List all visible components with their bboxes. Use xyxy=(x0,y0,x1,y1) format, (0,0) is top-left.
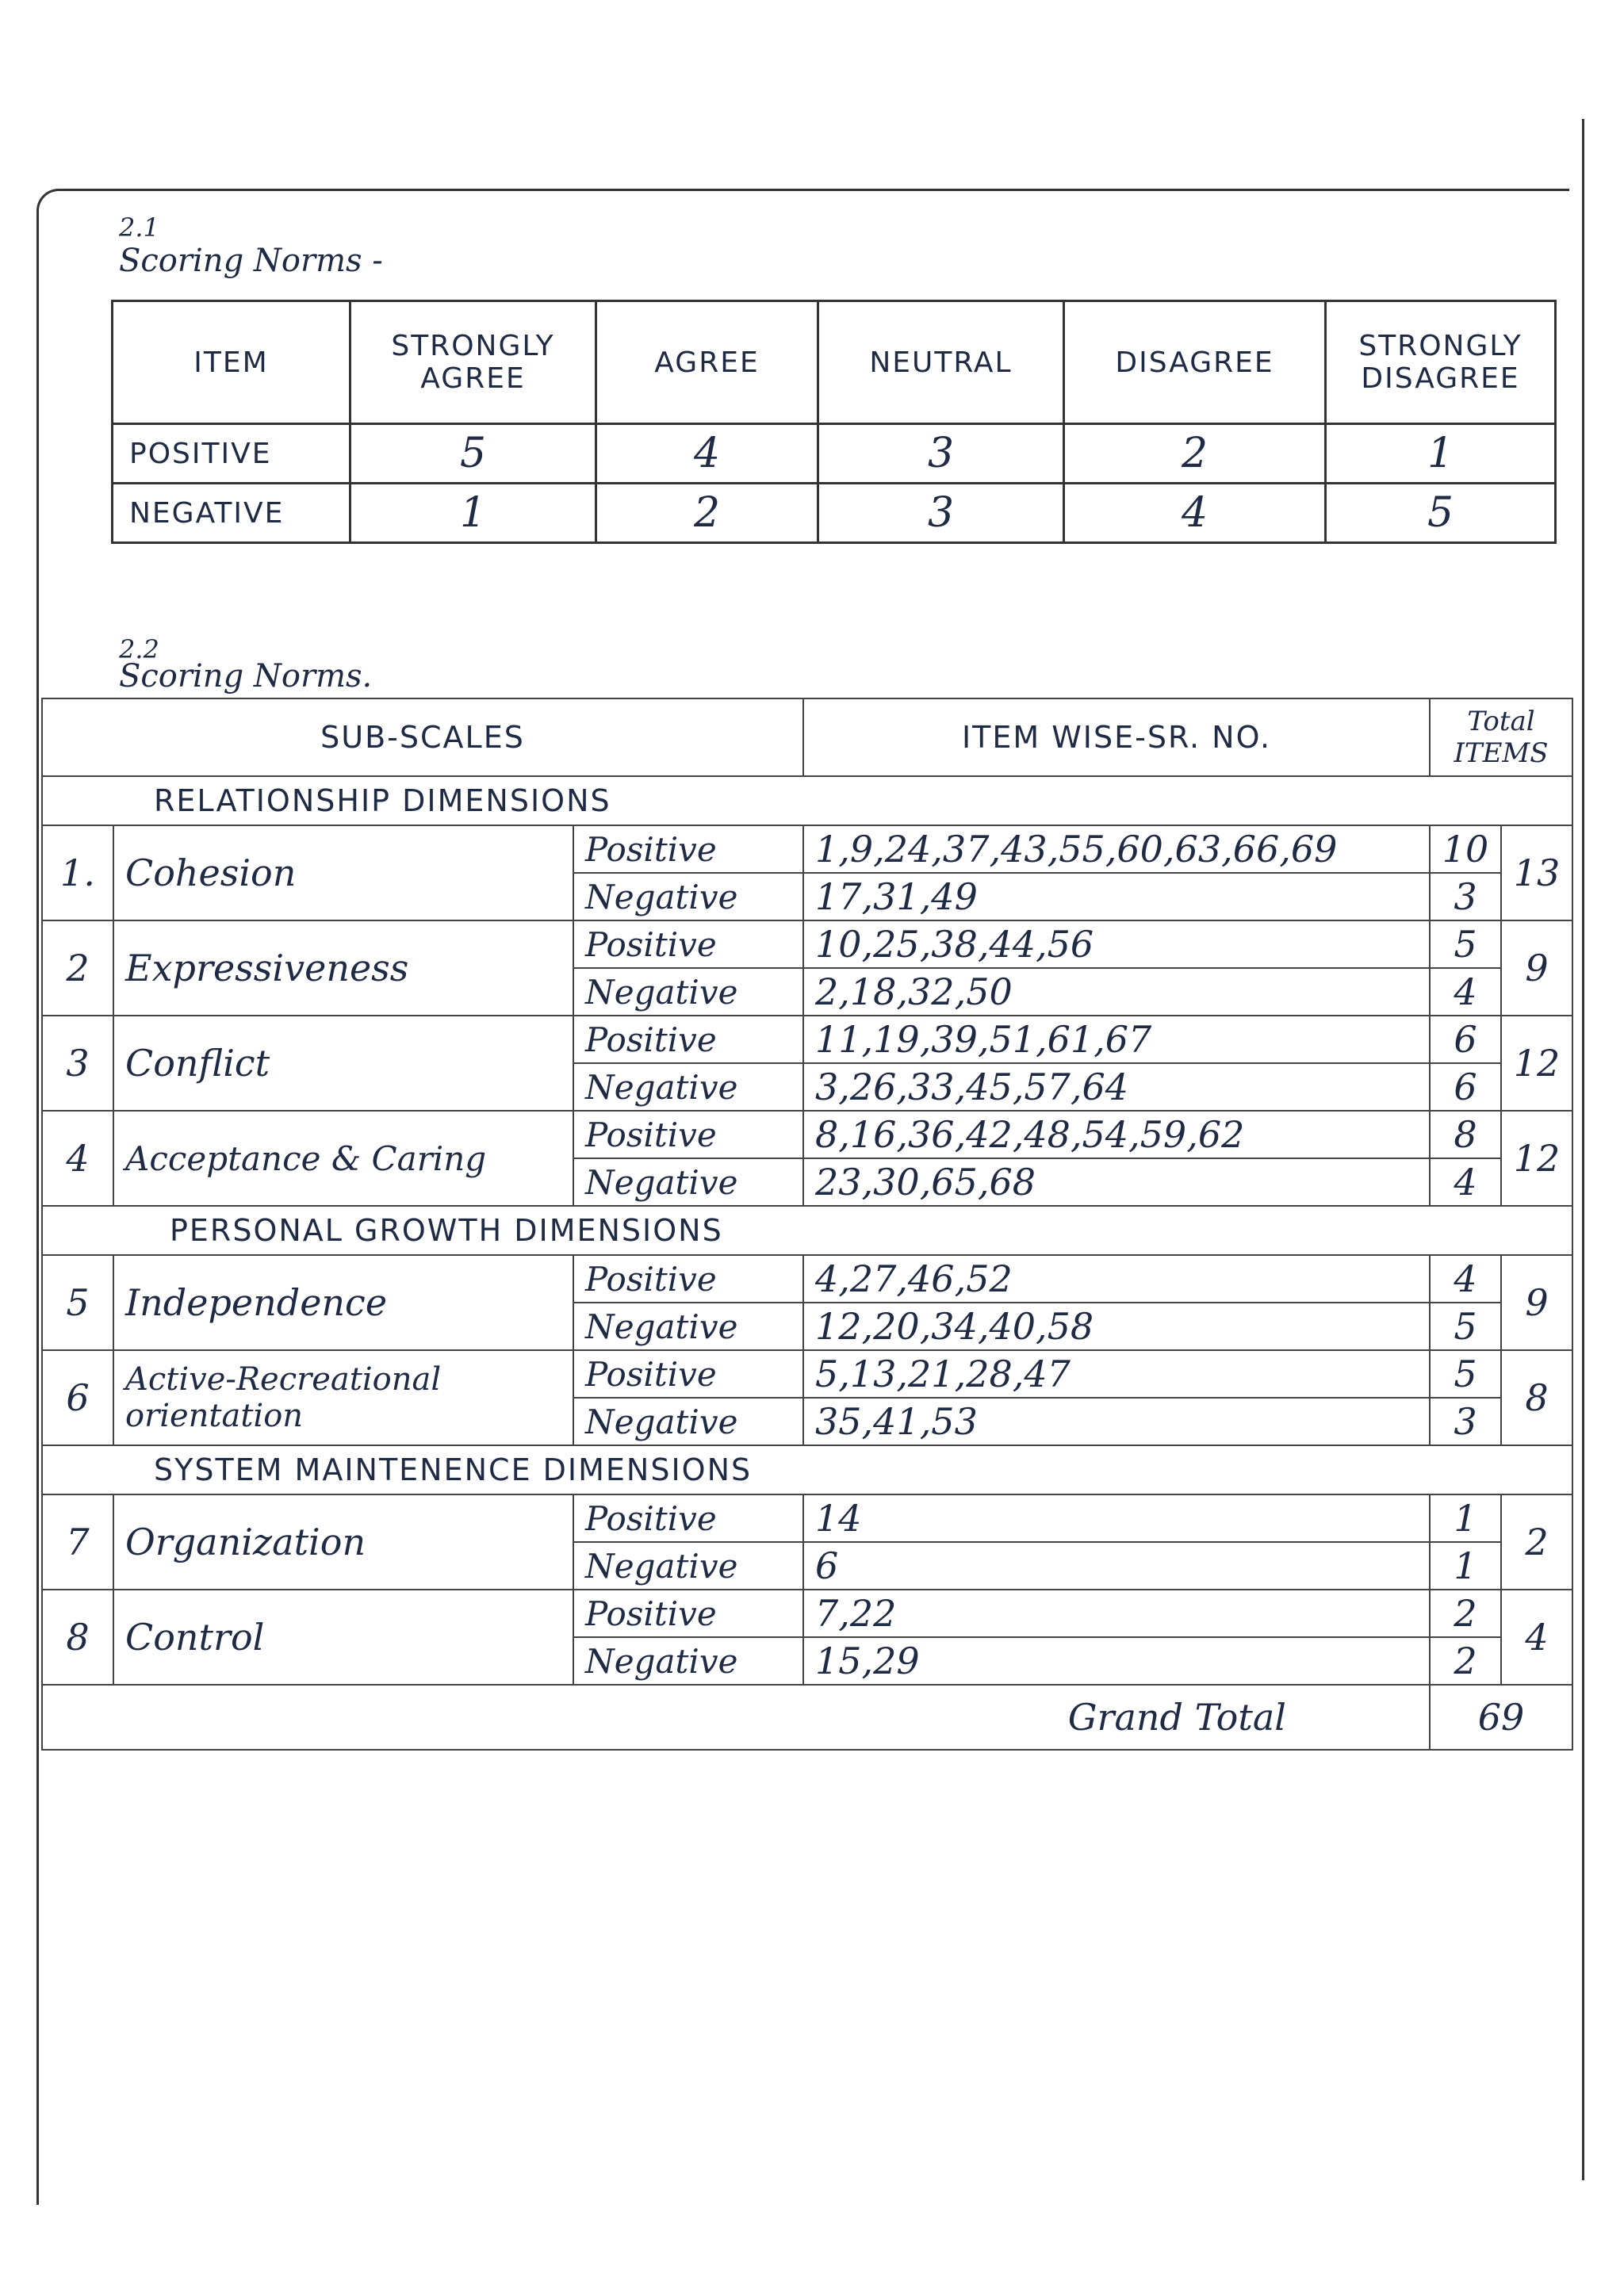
section-2-1-heading xyxy=(119,212,383,279)
item-count: 6 xyxy=(1430,1016,1501,1063)
polarity: Negative xyxy=(573,1542,803,1590)
grand-total-value: 69 xyxy=(1430,1685,1572,1750)
section-number: 2.2 xyxy=(119,634,159,664)
column-header: NEUTRAL xyxy=(818,301,1064,424)
subscale-number: 7 xyxy=(42,1494,113,1590)
subscale-name: Expressiveness xyxy=(113,920,573,1016)
item-numbers: 5,13,21,28,47 xyxy=(803,1350,1430,1398)
table-row xyxy=(113,484,1556,543)
items-header: ITEM WISE-SR. NO. xyxy=(803,698,1430,776)
score-cell: 4 xyxy=(596,424,818,484)
polarity: Negative xyxy=(573,1063,803,1111)
subscale-number: 1. xyxy=(42,825,113,920)
item-count: 8 xyxy=(1430,1111,1501,1158)
section-2-2-title: Scoring Norms. xyxy=(119,658,373,695)
item-count: 2 xyxy=(1430,1637,1501,1685)
table-row xyxy=(42,1111,1572,1158)
polarity: Positive xyxy=(573,1350,803,1398)
item-count: 3 xyxy=(1430,873,1501,920)
item-count: 1 xyxy=(1430,1494,1501,1542)
subscale-number: 2 xyxy=(42,920,113,1016)
subscale-total: 12 xyxy=(1501,1016,1572,1111)
column-header: DISAGREE xyxy=(1064,301,1326,424)
item-numbers: 7,22 xyxy=(803,1590,1430,1637)
score-cell: 3 xyxy=(818,484,1064,543)
score-cell: 2 xyxy=(596,484,818,543)
table-row xyxy=(42,1590,1572,1637)
total-items-header: Total ITEMS xyxy=(1430,698,1572,776)
item-numbers: 35,41,53 xyxy=(803,1398,1430,1445)
subscale-number: 4 xyxy=(42,1111,113,1206)
item-numbers: 3,26,33,45,57,64 xyxy=(803,1063,1430,1111)
score-cell: 5 xyxy=(350,424,596,484)
subscale-items-table xyxy=(41,698,1573,1751)
polarity: Positive xyxy=(573,1255,803,1303)
item-count: 5 xyxy=(1430,1350,1501,1398)
item-count: 2 xyxy=(1430,1590,1501,1637)
polarity: Negative xyxy=(573,1158,803,1206)
item-numbers: 14 xyxy=(803,1494,1430,1542)
table-row xyxy=(42,1255,1572,1303)
table-row xyxy=(42,1494,1572,1542)
polarity: Positive xyxy=(573,920,803,968)
polarity: Negative xyxy=(573,1637,803,1685)
subscale-name: Organization xyxy=(113,1494,573,1590)
dimension-title: SYSTEM MAINTENENCE DIMENSIONS xyxy=(42,1445,1572,1494)
scoring-norms-table xyxy=(111,300,1557,544)
subscale-total: 13 xyxy=(1501,825,1572,920)
subscale-name: Control xyxy=(113,1590,573,1685)
subscale-name: Conflict xyxy=(113,1016,573,1111)
item-count: 4 xyxy=(1430,1255,1501,1303)
subscale-number: 3 xyxy=(42,1016,113,1111)
score-cell: 2 xyxy=(1064,424,1326,484)
subscale-total: 8 xyxy=(1501,1350,1572,1445)
item-numbers: 11,19,39,51,61,67 xyxy=(803,1016,1430,1063)
subscale-name: Independence xyxy=(113,1255,573,1350)
score-cell: 1 xyxy=(1326,424,1556,484)
subscale-number: 8 xyxy=(42,1590,113,1685)
page-edge-line xyxy=(1582,119,1584,2180)
item-numbers: 23,30,65,68 xyxy=(803,1158,1430,1206)
item-count: 1 xyxy=(1430,1542,1501,1590)
subscale-total: 9 xyxy=(1501,1255,1572,1350)
item-count: 4 xyxy=(1430,1158,1501,1206)
section-title: Scoring Norms - xyxy=(119,243,383,279)
table-row xyxy=(42,825,1572,873)
item-numbers: 4,27,46,52 xyxy=(803,1255,1430,1303)
score-cell: 3 xyxy=(818,424,1064,484)
score-cell: 5 xyxy=(1326,484,1556,543)
column-header: ITEM xyxy=(113,301,350,424)
subscale-number: 5 xyxy=(42,1255,113,1350)
table-row xyxy=(42,1016,1572,1063)
column-header: STRONGLY AGREE xyxy=(350,301,596,424)
polarity: Negative xyxy=(573,968,803,1016)
item-count: 10 xyxy=(1430,825,1501,873)
table-row xyxy=(113,424,1556,484)
item-numbers: 15,29 xyxy=(803,1637,1430,1685)
item-count: 6 xyxy=(1430,1063,1501,1111)
subscale-number: 6 xyxy=(42,1350,113,1445)
item-numbers: 8,16,36,42,48,54,59,62 xyxy=(803,1111,1430,1158)
grand-total-row xyxy=(42,1685,1572,1750)
table-row xyxy=(42,1350,1572,1398)
item-numbers: 6 xyxy=(803,1542,1430,1590)
dimension-row xyxy=(42,776,1572,825)
dimension-row xyxy=(42,1206,1572,1255)
table-header-row xyxy=(113,301,1556,424)
polarity: Positive xyxy=(573,1016,803,1063)
item-count: 4 xyxy=(1430,968,1501,1016)
polarity: Negative xyxy=(573,1398,803,1445)
subscale-name: Active-Recreational orientation xyxy=(113,1350,573,1445)
item-numbers: 17,31,49 xyxy=(803,873,1430,920)
subscales-header: SUB-SCALES xyxy=(42,698,803,776)
dimension-title: PERSONAL GROWTH DIMENSIONS xyxy=(42,1206,1572,1255)
column-header: STRONGLY DISAGREE xyxy=(1326,301,1556,424)
subscale-name: Cohesion xyxy=(113,825,573,920)
column-header: AGREE xyxy=(596,301,818,424)
item-numbers: 10,25,38,44,56 xyxy=(803,920,1430,968)
polarity: Positive xyxy=(573,1494,803,1542)
score-cell: 1 xyxy=(350,484,596,543)
table-row xyxy=(42,920,1572,968)
polarity: Positive xyxy=(573,825,803,873)
item-count: 5 xyxy=(1430,920,1501,968)
row-label: NEGATIVE xyxy=(113,484,350,543)
polarity: Positive xyxy=(573,1111,803,1158)
dimension-title: RELATIONSHIP DIMENSIONS xyxy=(42,776,1572,825)
dimension-row xyxy=(42,1445,1572,1494)
subscale-total: 4 xyxy=(1501,1590,1572,1685)
item-numbers: 2,18,32,50 xyxy=(803,968,1430,1016)
item-numbers: 12,20,34,40,58 xyxy=(803,1303,1430,1350)
subscale-total: 2 xyxy=(1501,1494,1572,1590)
table-header-row xyxy=(42,698,1572,776)
row-label: POSITIVE xyxy=(113,424,350,484)
item-count: 3 xyxy=(1430,1398,1501,1445)
section-number: 2.1 xyxy=(119,212,159,243)
subscale-total: 12 xyxy=(1501,1111,1572,1206)
subscale-name: Acceptance & Caring xyxy=(113,1111,573,1206)
grand-total-label: Grand Total xyxy=(42,1685,1430,1750)
subscale-total: 9 xyxy=(1501,920,1572,1016)
score-cell: 4 xyxy=(1064,484,1326,543)
item-count: 5 xyxy=(1430,1303,1501,1350)
polarity: Negative xyxy=(573,873,803,920)
polarity: Positive xyxy=(573,1590,803,1637)
polarity: Negative xyxy=(573,1303,803,1350)
item-numbers: 1,9,24,37,43,55,60,63,66,69 xyxy=(803,825,1430,873)
